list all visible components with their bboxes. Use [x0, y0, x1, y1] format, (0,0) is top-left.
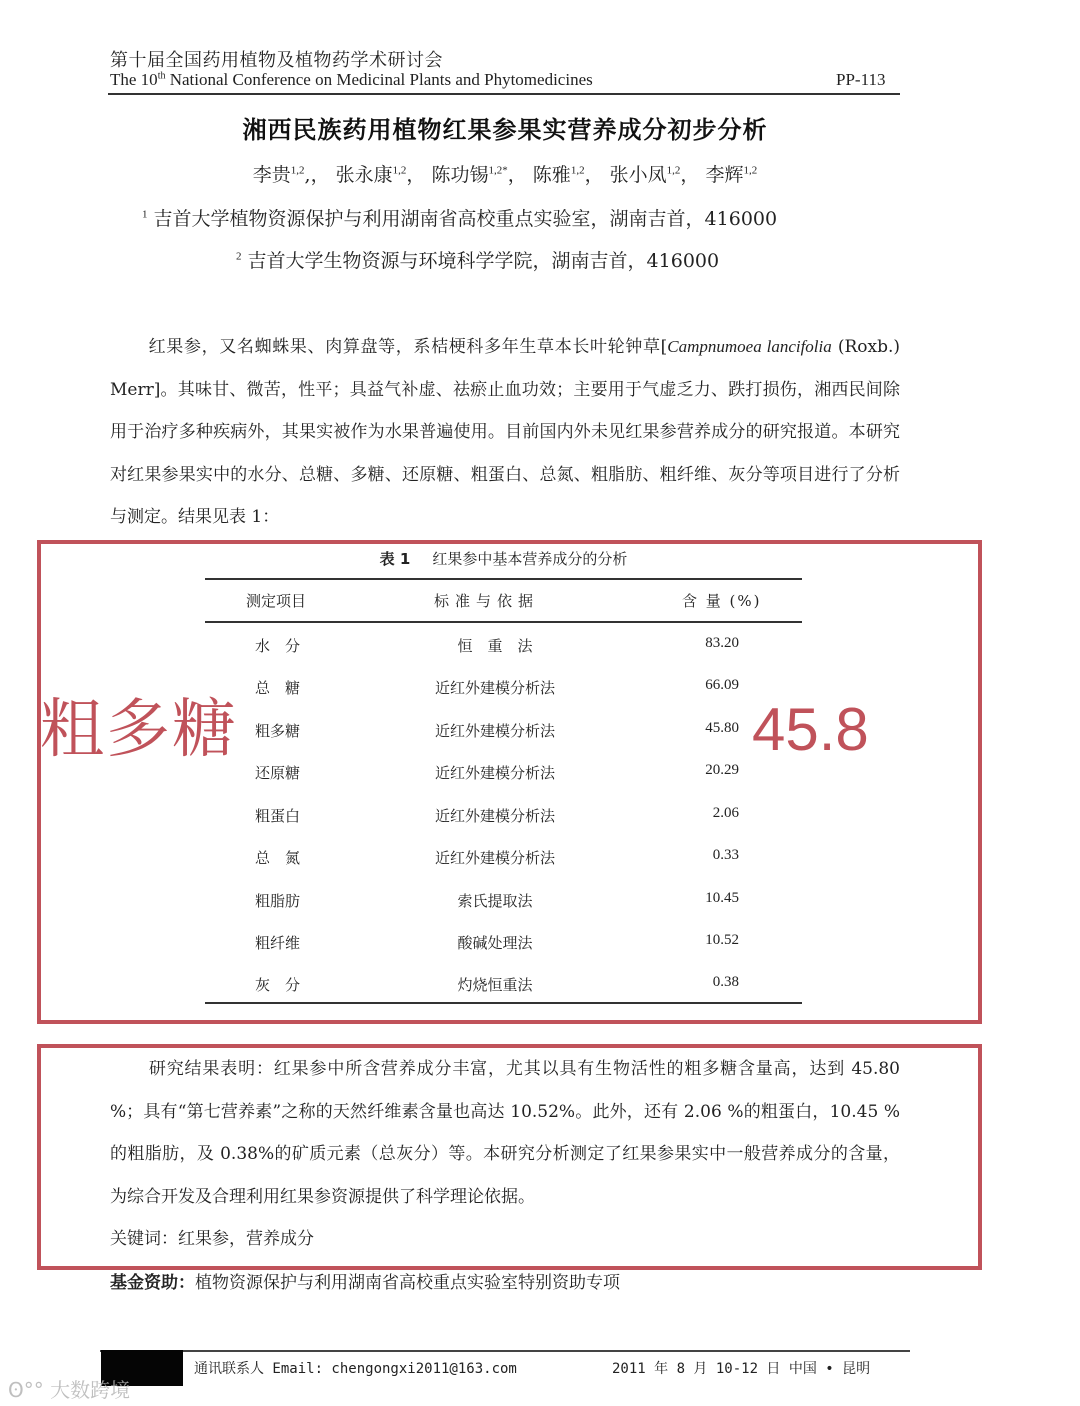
- affiliation-2: $^2$ 吉首大学生物资源与环境科学学院，湖南吉首，416000: [236, 250, 720, 272]
- funding: 基金资助：植物资源保护与利用湖南省高校重点实验室特别资助专项: [110, 1273, 620, 1293]
- table-caption: 表 1 红果参中基本营养成分的分析: [379, 550, 628, 568]
- watermark: ʘ°° 大数跨境: [8, 1378, 131, 1402]
- table-bottom-rule: [205, 1002, 802, 1004]
- column-header-item: 测定项目: [246, 592, 307, 610]
- table-row: 还原糖 近红外建模分析法 20.29: [255, 762, 739, 782]
- table-row: 粗多糖 近红外建模分析法 45.80: [255, 720, 739, 740]
- table-row: 粗纤维 酸碱处理法 10.52: [255, 932, 739, 952]
- keywords: 关键词：红果参，营养成分: [110, 1229, 314, 1249]
- column-header-content: 含 量 (%): [682, 592, 762, 610]
- paper-title: 湘西民族药用植物红果参果实营养成分初步分析: [242, 116, 768, 144]
- intro-paragraph: 红果参，又名蜘蛛果、肉算盘等，系桔梗科多年生草本长叶轮钟草[Campnumoea lancifolia (Roxb.) Merr]。其味甘、微苦，性平；具益气补虚、祛瘀止血功效；主要用于气虚乏力、跌打损伤，湘西民间除用于治疗多种疾病外，其果实被作为水果普遍使用。目前国内外未见红果参营养成分的研究报道。本研究对红果参果实中的水分、总糖、多糖、还原糖、粗蛋白、总氮、粗脂肪、粗纤维、灰分等项目进行了分析与测定。结果见表 1：: [110, 337, 900, 527]
- table-row: 灰 分 灼烧恒重法 0.38: [255, 974, 739, 994]
- footer-date-location: 2011 年 8 月 10-12 日 中国 • 昆明: [612, 1361, 871, 1377]
- table-row: 粗蛋白 近红外建模分析法 2.06: [255, 805, 739, 825]
- header-divider: [108, 93, 900, 95]
- table-top-rule: [205, 578, 802, 580]
- table-row: 粗脂肪 索氏提取法 10.45: [255, 890, 739, 910]
- footer-contact-email: 通讯联系人 Email: chengongxi2011@163.com: [194, 1361, 517, 1377]
- summary-paragraph: 研究结果表明：红果参中所含营养成分丰富，尤其以具有生物活性的粗多糖含量高，达到 45.80 %；具有“第七营养素”之称的天然纤维素含量也高达 10.52%。此外，还有 2.06 %的粗蛋白，10.45 %的粗脂肪，及 0.38%的矿质元素（总灰分）等。本研究分析测定了红果参果实中一般营养成分的含量，为综合开发及合理利用红果参资源提供了科学理论依据。: [110, 1059, 900, 1207]
- table-row: 水 分 恒 重 法 83.20: [255, 635, 739, 655]
- page-number: PP-113: [836, 70, 886, 89]
- affiliation-1: $^1$ 吉首大学植物资源保护与利用湖南省高校重点实验室，湖南吉首，416000: [142, 208, 778, 230]
- latin-name: Campnumoea lancifolia: [667, 337, 832, 356]
- author-list: 李贵$^{1,2}$,， 张永康$^{1,2}$， 陈功锡$^{1,2*}$， 陈雅$^{1,2}$， 张小凤$^{1,2}$， 李辉$^{1,2}$: [252, 164, 758, 186]
- conference-title-en: The 10th National Conference on Medicinal Plants and Phytomedicines: [110, 70, 593, 89]
- annotation-value: 45.8: [752, 696, 869, 763]
- table-row: 总 糖 近红外建模分析法 66.09: [255, 677, 739, 697]
- watermark-logo-icon: ʘ°°: [8, 1378, 51, 1402]
- footer-divider: [100, 1350, 910, 1352]
- conference-title-cn: 第十届全国药用植物及植物药学术研讨会: [110, 50, 443, 71]
- annotation-label: 粗多糖: [40, 693, 238, 767]
- column-header-method: 标准与依据: [434, 592, 540, 610]
- table-row: 总 氮 近红外建模分析法 0.33: [255, 847, 739, 867]
